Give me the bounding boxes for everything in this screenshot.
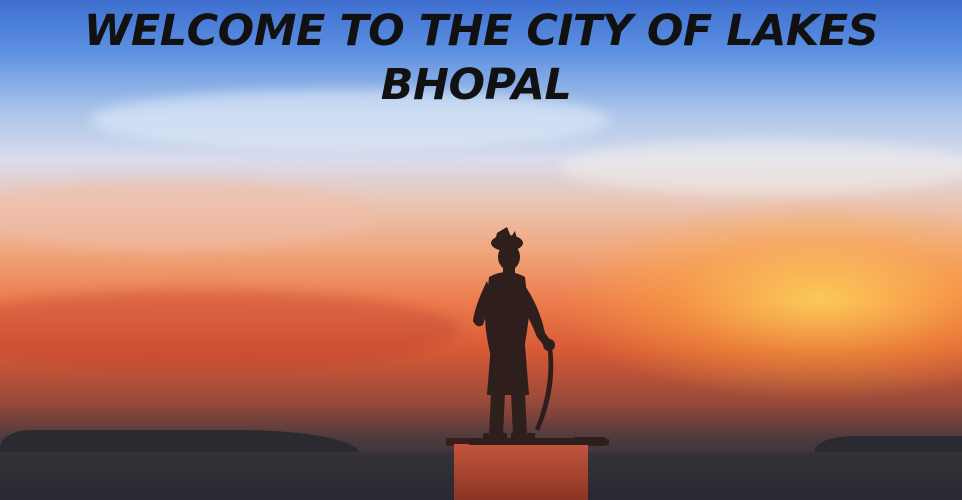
warrior-statue-icon bbox=[455, 225, 615, 450]
headline-line-1: WELCOME TO THE CITY OF LAKES bbox=[83, 6, 879, 56]
sun-glow bbox=[560, 200, 962, 400]
welcome-headline bbox=[0, 6, 962, 110]
headline-line-2: BHOPAL bbox=[380, 60, 572, 110]
statue-pedestal bbox=[454, 444, 588, 500]
cloud bbox=[560, 140, 962, 195]
cloud bbox=[0, 180, 380, 250]
cloud bbox=[0, 290, 460, 370]
